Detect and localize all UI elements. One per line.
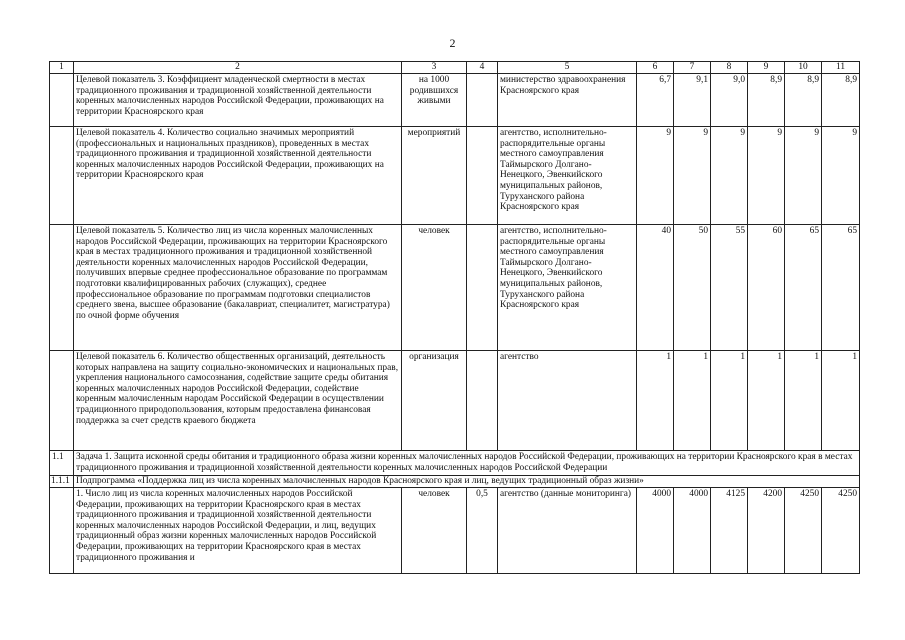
weight-cell (467, 127, 498, 225)
value-cell: 4250 (822, 488, 860, 574)
weight-cell: 0,5 (467, 488, 498, 574)
value-cell: 4125 (711, 488, 748, 574)
indicator-name: Целевой показатель 5. Количество лиц из числа коренных малочисленных народов Российской Федерации, проживающих на территории Красноярского края в местах традиционного проживания и традиционной хозяйственной деятельности коренных малочисленных народов Российской Федерации, получивших впервые среднее профессиональное образование по программам подготовки квалифицированных рабочих (служащих), среднее профессиональное образование по программам подготовки специалистов среднего звена, высшее образование (бакалавриат, специалитет, магистратура) по очной форме обучения (74, 225, 402, 351)
value-cell: 1 (637, 351, 674, 451)
value-cell: 4200 (748, 488, 785, 574)
header-cell: 4 (467, 62, 498, 74)
value-cell: 8,9 (822, 74, 860, 127)
value-cell: 9,1 (674, 74, 711, 127)
value-cell: 60 (748, 225, 785, 351)
header-cell: 2 (74, 62, 402, 74)
subprogram-row (50, 476, 860, 488)
value-cell: 9 (637, 127, 674, 225)
task-row (50, 451, 860, 476)
value-cell: 9 (785, 127, 822, 225)
value-cell: 4000 (637, 488, 674, 574)
value-cell: 1 (674, 351, 711, 451)
indicators-table (49, 61, 860, 574)
row-number (50, 351, 74, 451)
unit-cell: человек (402, 225, 467, 351)
value-cell: 9,0 (711, 74, 748, 127)
value-cell: 65 (822, 225, 860, 351)
source-cell: агентство (данные мониторинга) (498, 488, 637, 574)
value-cell: 9 (822, 127, 860, 225)
task-number: 1.1 (50, 451, 74, 476)
table-row (50, 225, 860, 351)
indicator-name: 1. Число лиц из числа коренных малочисленных народов Российской Федерации, проживающих на территории Красноярского края в местах традиционного проживания и традиционной хозяйственной деятельности коренных малочисленных народов Российской Федерации, и лиц, ведущих традиционный образ жизни коренных малочисленных народов Российской Федерации, проживающих на территории Красноярского края в местах традиционного проживания и (74, 488, 402, 574)
row-number (50, 225, 74, 351)
table-row (50, 351, 860, 451)
header-cell: 7 (674, 62, 711, 74)
indicator-name: Целевой показатель 6. Количество общественных организаций, деятельность которых направлена на защиту социально-экономических и национальных прав, укрепления национального самосознания, содействие защите среды обитания коренных малочисленных народов Российской Федерации, содействие коренным малочисленным народам Российской Федерации в осуществлении традиционного природопользования, которым предоставлена финансовая поддержка за счет средств краевого бюджета (74, 351, 402, 451)
weight-cell (467, 351, 498, 451)
source-cell: агентство, исполнительно-распорядительные органы местного самоуправления Таймырского Долгано-Ненецкого, Эвенкийского муниципальных районов, Туруханского района Красноярского края (498, 225, 637, 351)
subprogram-number: 1.1.1 (50, 476, 74, 488)
unit-cell: на 1000 родившихся живыми (402, 74, 467, 127)
unit-cell: организация (402, 351, 467, 451)
value-cell: 9 (748, 127, 785, 225)
task-text: Задача 1. Защита исконной среды обитания и традиционного образа жизни коренных малочисленных народов Российской Федерации, проживающих на территории Красноярского края в местах традиционного проживания и традиционной хозяйственной деятельности коренных малочисленных народов Российской Федерации (74, 451, 860, 476)
header-cell: 9 (748, 62, 785, 74)
weight-cell (467, 225, 498, 351)
value-cell: 8,9 (748, 74, 785, 127)
row-number (50, 74, 74, 127)
table-row (50, 488, 860, 574)
value-cell: 1 (748, 351, 785, 451)
value-cell: 6,7 (637, 74, 674, 127)
value-cell: 9 (674, 127, 711, 225)
weight-cell (467, 74, 498, 127)
value-cell: 1 (711, 351, 748, 451)
source-cell: агентство (498, 351, 637, 451)
value-cell: 8,9 (785, 74, 822, 127)
value-cell: 4250 (785, 488, 822, 574)
table-row (50, 127, 860, 225)
value-cell: 1 (785, 351, 822, 451)
table-row (50, 74, 860, 127)
header-row (50, 62, 860, 74)
value-cell: 65 (785, 225, 822, 351)
value-cell: 55 (711, 225, 748, 351)
value-cell: 9 (711, 127, 748, 225)
unit-cell: мероприятий (402, 127, 467, 225)
value-cell: 4000 (674, 488, 711, 574)
source-cell: министерство здравоохранения Красноярского края (498, 74, 637, 127)
unit-cell: человек (402, 488, 467, 574)
header-cell: 6 (637, 62, 674, 74)
header-cell: 10 (785, 62, 822, 74)
header-cell: 1 (50, 62, 74, 74)
header-cell: 5 (498, 62, 637, 74)
value-cell: 1 (822, 351, 860, 451)
header-cell: 11 (822, 62, 860, 74)
header-cell: 3 (402, 62, 467, 74)
indicator-name: Целевой показатель 4. Количество социально значимых мероприятий (профессиональных и национальных праздников), проведенных в местах традиционного проживания и традиционной хозяйственной деятельности коренных малочисленных народов Российской Федерации, проживающих на территории Красноярского края (74, 127, 402, 225)
value-cell: 50 (674, 225, 711, 351)
page-number: 2 (449, 36, 456, 50)
source-cell: агентство, исполнительно-распорядительные органы местного самоуправления Таймырского Долгано-Ненецкого, Эвенкийского муниципальных районов, Туруханского района Красноярского края (498, 127, 637, 225)
indicator-name: Целевой показатель 3. Коэффициент младенческой смертности в местах традиционного проживания и традиционной хозяйственной деятельности коренных малочисленных народов Российской Федерации, проживающих на территории Красноярского края (74, 74, 402, 127)
value-cell: 40 (637, 225, 674, 351)
row-number (50, 488, 74, 574)
header-cell: 8 (711, 62, 748, 74)
subprogram-text: Подпрограмма «Поддержка лиц из числа коренных малочисленных народов Красноярского края и лиц, ведущих традиционный образ жизни» (74, 476, 860, 488)
row-number (50, 127, 74, 225)
